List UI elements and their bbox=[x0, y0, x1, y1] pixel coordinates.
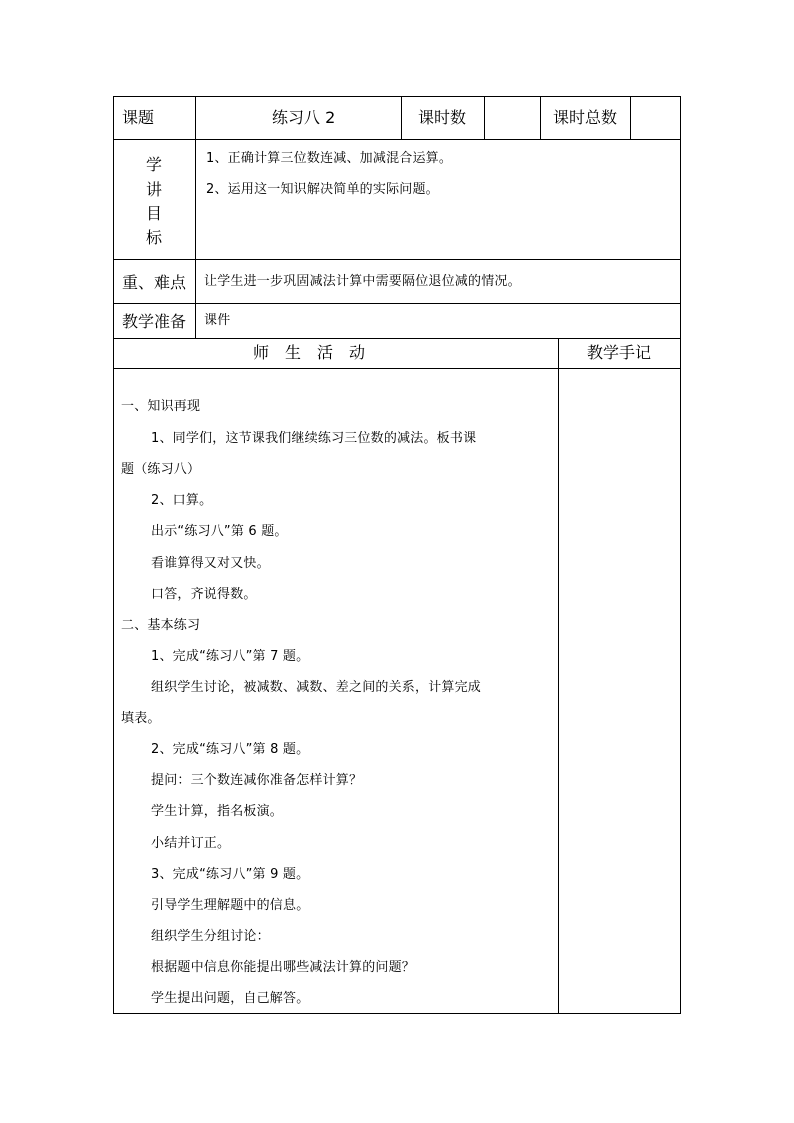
preparation-value: 课件 bbox=[204, 313, 231, 328]
teaching-notes-header: 教学手记 bbox=[587, 343, 652, 362]
table-border-top bbox=[113, 96, 681, 97]
content-line-11: 填表。 bbox=[121, 711, 161, 726]
content-line-1: 一、知识再现 bbox=[121, 399, 201, 414]
content-line-3: 题（练习八） bbox=[121, 462, 201, 477]
content-line-14: 学生计算，指名板演。 bbox=[151, 804, 284, 819]
activity-header: 师 生 活 动 bbox=[253, 343, 366, 362]
objectives-label-char-1: 学 bbox=[145, 155, 162, 174]
difficulty-value: 让学生进一步巩固减法计算中需要隔位退位减的情况。 bbox=[204, 274, 521, 289]
objective-item-2: 2、运用这一知识解决简单的实际问题。 bbox=[206, 182, 439, 197]
topic-value-divider bbox=[401, 96, 402, 139]
content-line-4: 2、口算。 bbox=[151, 493, 213, 508]
period-value-divider bbox=[540, 96, 541, 139]
content-line-17: 引导学生理解题中的信息。 bbox=[151, 898, 310, 913]
content-line-2: 1、同学们，这节课我们继续练习三位数的减法。板书课 bbox=[151, 431, 477, 446]
content-line-19: 根据题中信息你能提出哪些减法计算的问题？ bbox=[151, 960, 416, 975]
table-border-right bbox=[680, 96, 681, 1013]
content-line-8: 二、基本练习 bbox=[121, 618, 201, 633]
content-line-9: 1、完成“练习八”第 7 题。 bbox=[151, 649, 310, 664]
objectives-label-char-4: 标 bbox=[145, 228, 162, 247]
table-border-bottom bbox=[113, 1013, 681, 1014]
total-period-label: 课时总数 bbox=[553, 108, 618, 127]
content-line-18: 组织学生分组讨论： bbox=[151, 929, 270, 944]
topic-value: 练习八 2 bbox=[272, 108, 336, 127]
content-line-20: 学生提出问题，自己解答。 bbox=[151, 991, 310, 1006]
content-line-10: 组织学生讨论，被减数、减数、差之间的关系，计算完成 bbox=[151, 680, 482, 695]
row-divider-objectives bbox=[113, 259, 681, 260]
preparation-label: 教学准备 bbox=[122, 312, 187, 331]
content-line-6: 看谁算得又对又快。 bbox=[151, 556, 270, 571]
content-line-15: 小结并订正。 bbox=[151, 836, 231, 851]
total-period-label-divider bbox=[630, 96, 631, 139]
content-line-13: 提问：三个数连减你准备怎样计算？ bbox=[151, 773, 363, 788]
row-divider-topic bbox=[113, 139, 681, 140]
label-column-divider bbox=[195, 96, 196, 338]
row-divider-difficulty bbox=[113, 303, 681, 304]
content-line-12: 2、完成“练习八”第 8 题。 bbox=[151, 742, 310, 757]
objectives-label-char-3: 目 bbox=[145, 204, 162, 223]
objectives-label-char-2: 讲 bbox=[145, 180, 162, 199]
notes-column-divider bbox=[558, 338, 559, 1013]
row-divider-preparation bbox=[113, 338, 681, 339]
period-label: 课时数 bbox=[418, 108, 467, 127]
period-label-divider bbox=[484, 96, 485, 139]
row-divider-activity-header bbox=[113, 368, 681, 369]
difficulty-label: 重、难点 bbox=[122, 273, 187, 292]
content-line-16: 3、完成“练习八”第 9 题。 bbox=[151, 867, 310, 882]
objective-item-1: 1、正确计算三位数连减、加减混合运算。 bbox=[206, 151, 453, 166]
topic-label: 课题 bbox=[122, 108, 155, 127]
content-line-5: 出示“练习八”第 6 题。 bbox=[151, 524, 288, 539]
table-border-left bbox=[113, 96, 114, 1013]
content-line-7: 口答，齐说得数。 bbox=[151, 587, 257, 602]
